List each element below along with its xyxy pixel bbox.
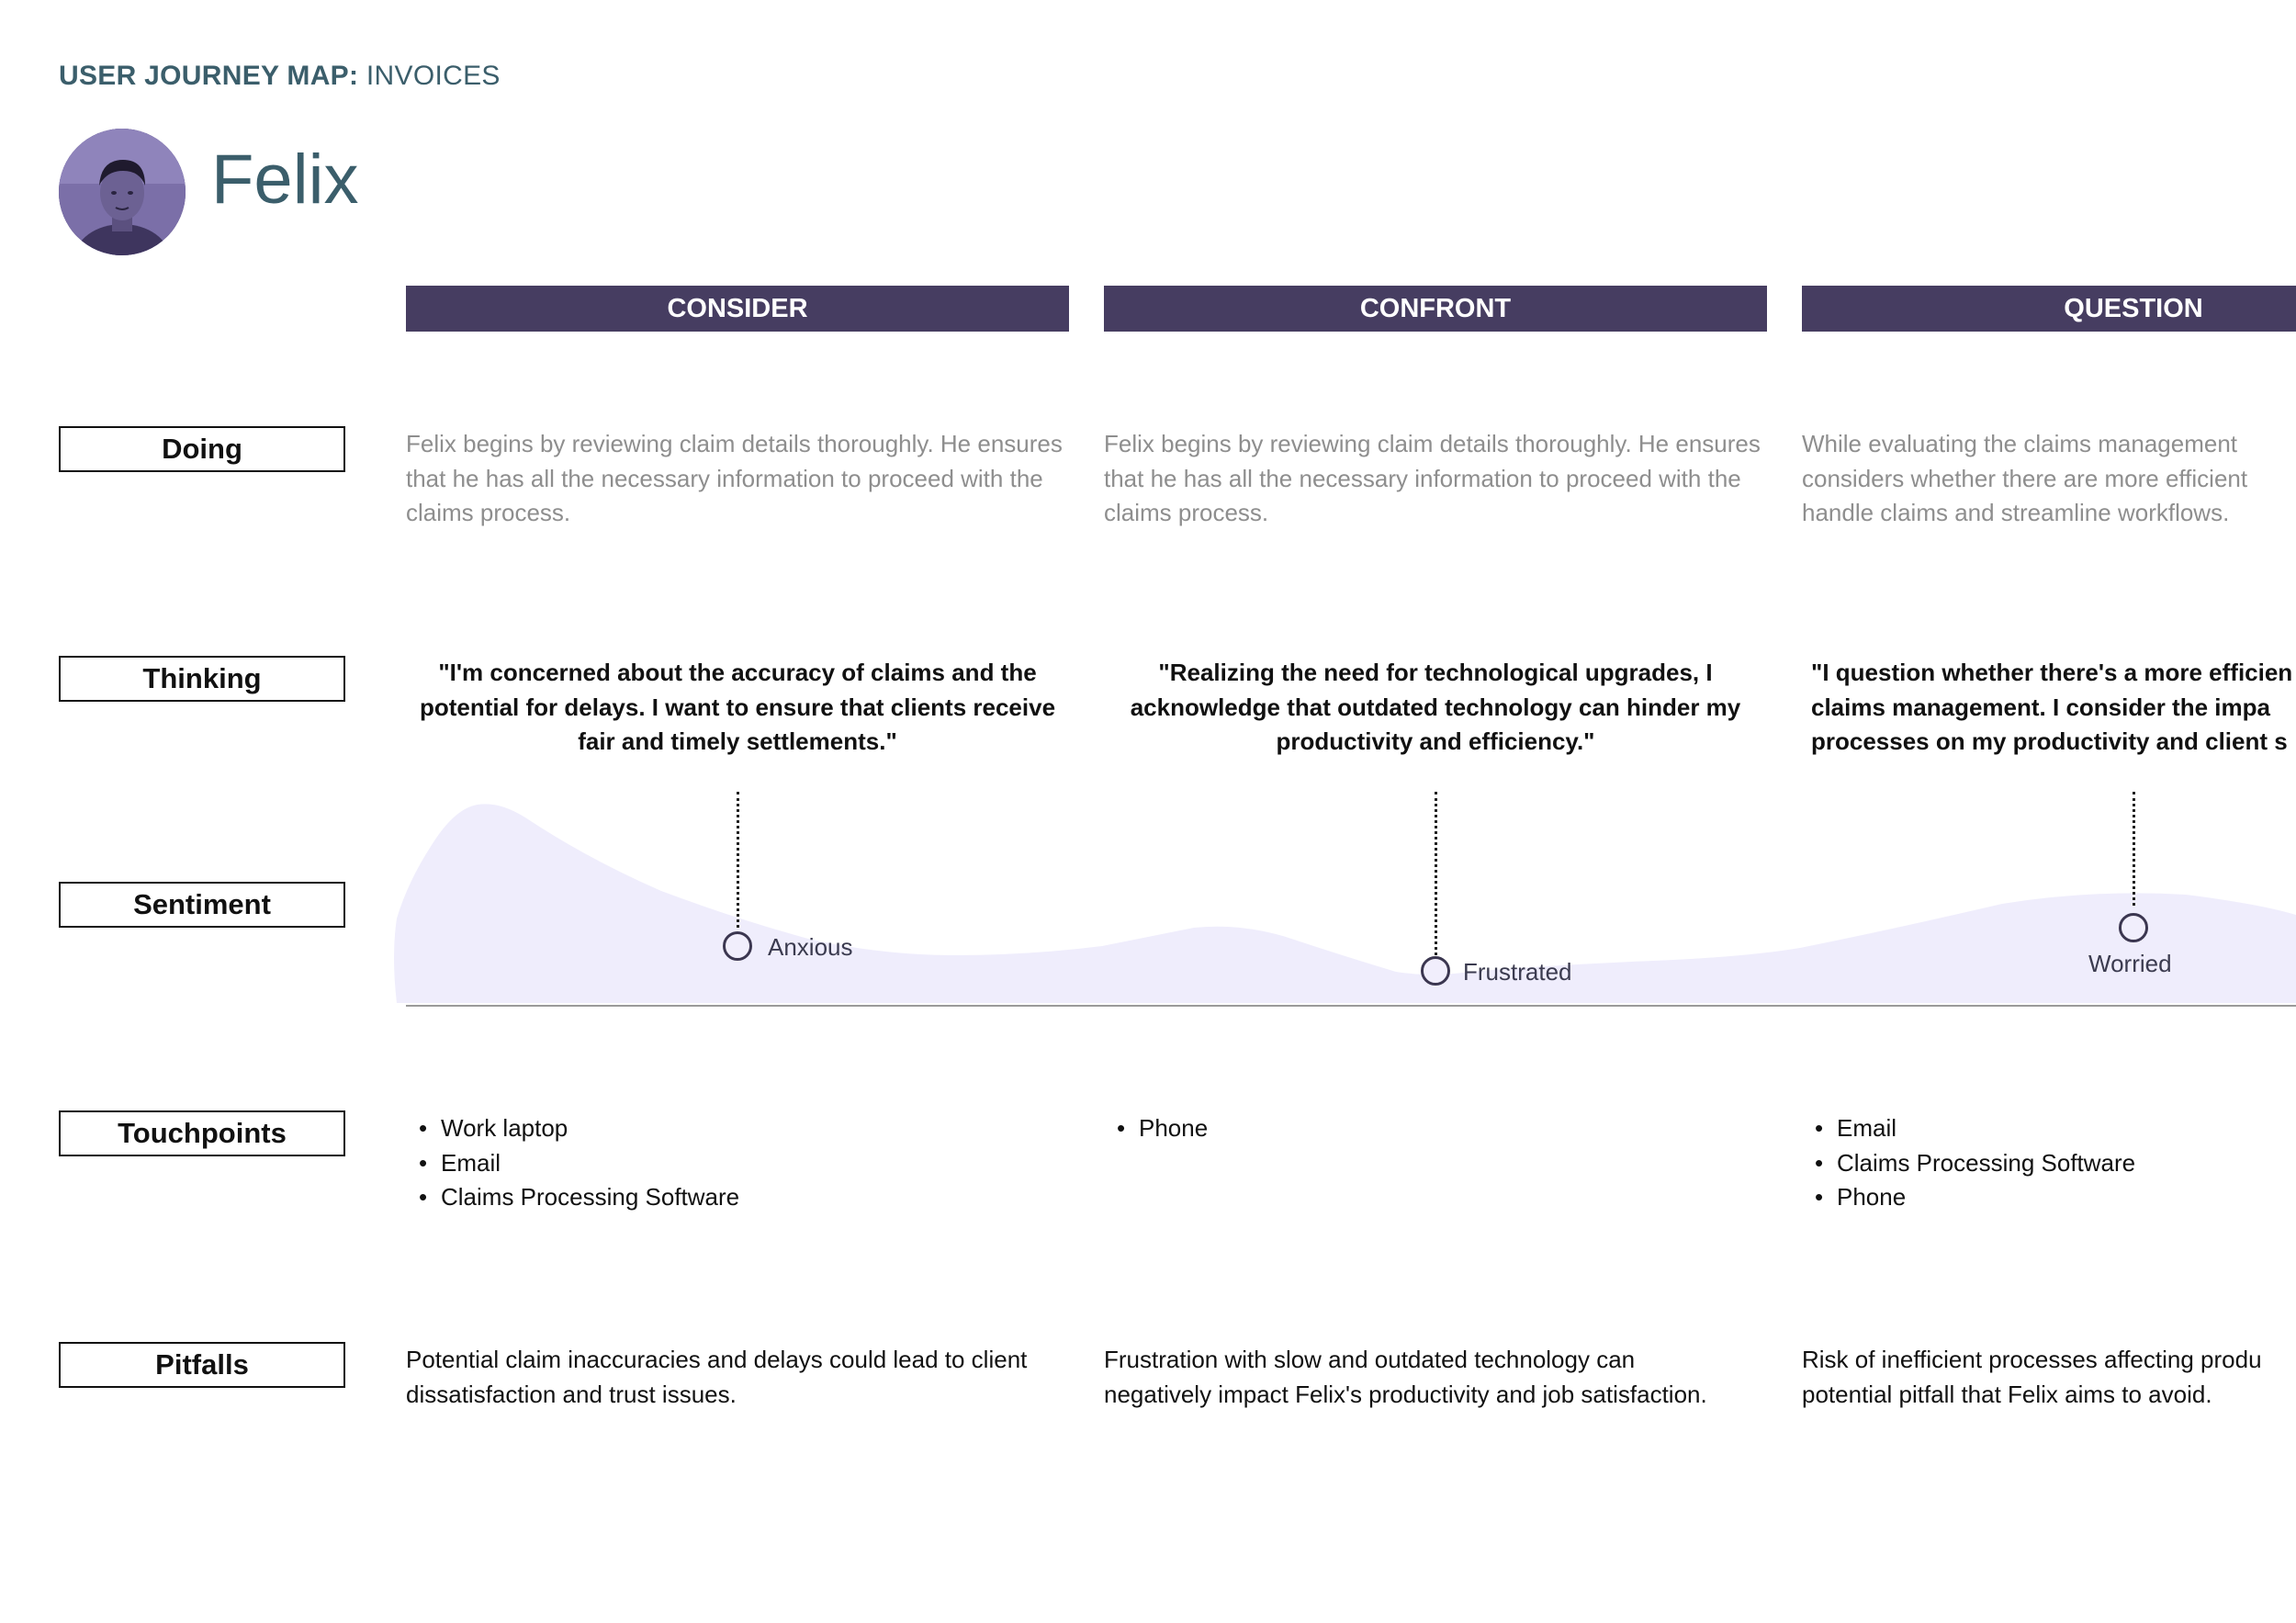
touchpoints-consider: [408, 1111, 739, 1215]
list-item: • Work laptop: [408, 1111, 739, 1146]
doing-question: While evaluating the claims management considers whether there are more efficient handle claims and streamline workflows.: [1802, 430, 2248, 526]
header-title-light: INVOICES: [366, 61, 501, 91]
row-label-thinking: Thinking: [59, 656, 345, 702]
phase-header-consider: CONSIDER: [406, 286, 1069, 332]
touchpoints-confront: [1106, 1111, 1208, 1146]
row-label-doing: Doing: [59, 426, 345, 472]
phase-header-confront: CONFRONT: [1104, 286, 1767, 332]
sentiment-connector-confront: [1435, 792, 1437, 972]
pitfalls-confront: Frustration with slow and outdated technology can negatively impact Felix's productivity and job satisfaction.: [1104, 1346, 1707, 1408]
header-title-strong: USER JOURNEY MAP:: [59, 61, 359, 91]
thinking-confront: "Realizing the need for technological upgrades, I acknowledge that outdated technology can hinder my productivity and efficiency.": [1130, 659, 1741, 755]
sentiment-label-consider: Anxious: [768, 933, 853, 961]
list-item: • Email: [1804, 1111, 2135, 1146]
list-item: • Claims Processing Software: [408, 1180, 739, 1215]
row-label-sentiment: Sentiment: [59, 882, 345, 928]
row-label-pitfalls: Pitfalls: [59, 1342, 345, 1388]
sentiment-connector-consider: [737, 792, 739, 928]
sentiment-connector-question: [2133, 792, 2135, 906]
row-label-touchpoints: Touchpoints: [59, 1110, 345, 1156]
pitfalls-consider: Potential claim inaccuracies and delays could lead to client dissatisfaction and trust issues.: [406, 1346, 1028, 1408]
sentiment-marker-question: [2119, 913, 2148, 942]
sentiment-marker-confront: [1421, 956, 1450, 986]
doing-consider: Felix begins by reviewing claim details thoroughly. He ensures that he has all the necessary information to proceed with the claims process.: [406, 430, 1063, 526]
list-item: • Phone: [1804, 1180, 2135, 1215]
pitfalls-question: Risk of inefficient processes affecting produ potential pitfall that Felix aims to avoid.: [1802, 1346, 2262, 1408]
list-item: • Email: [408, 1146, 739, 1181]
phase-header-question: QUESTION: [1802, 286, 2296, 332]
sentiment-label-question: Worried: [2088, 950, 2172, 977]
sentiment-label-confront: Frustrated: [1463, 958, 1572, 986]
list-item: • Claims Processing Software: [1804, 1146, 2135, 1181]
sentiment-marker-consider: [723, 931, 752, 961]
touchpoints-question: [1804, 1111, 2135, 1215]
sentiment-baseline: [406, 1005, 2296, 1007]
persona-name: Felix: [211, 141, 359, 219]
list-item: • Phone: [1106, 1111, 1208, 1146]
doing-confront: Felix begins by reviewing claim details thoroughly. He ensures that he has all the necessary information to proceed with the claims process.: [1104, 430, 1761, 526]
thinking-consider: "I'm concerned about the accuracy of claims and the potential for delays. I want to ensure that clients receive fair and timely settlements.": [419, 659, 1056, 755]
thinking-question: "I question whether there's a more efficien claims management. I consider the impa processes on my productivity and client s: [1811, 659, 2293, 755]
